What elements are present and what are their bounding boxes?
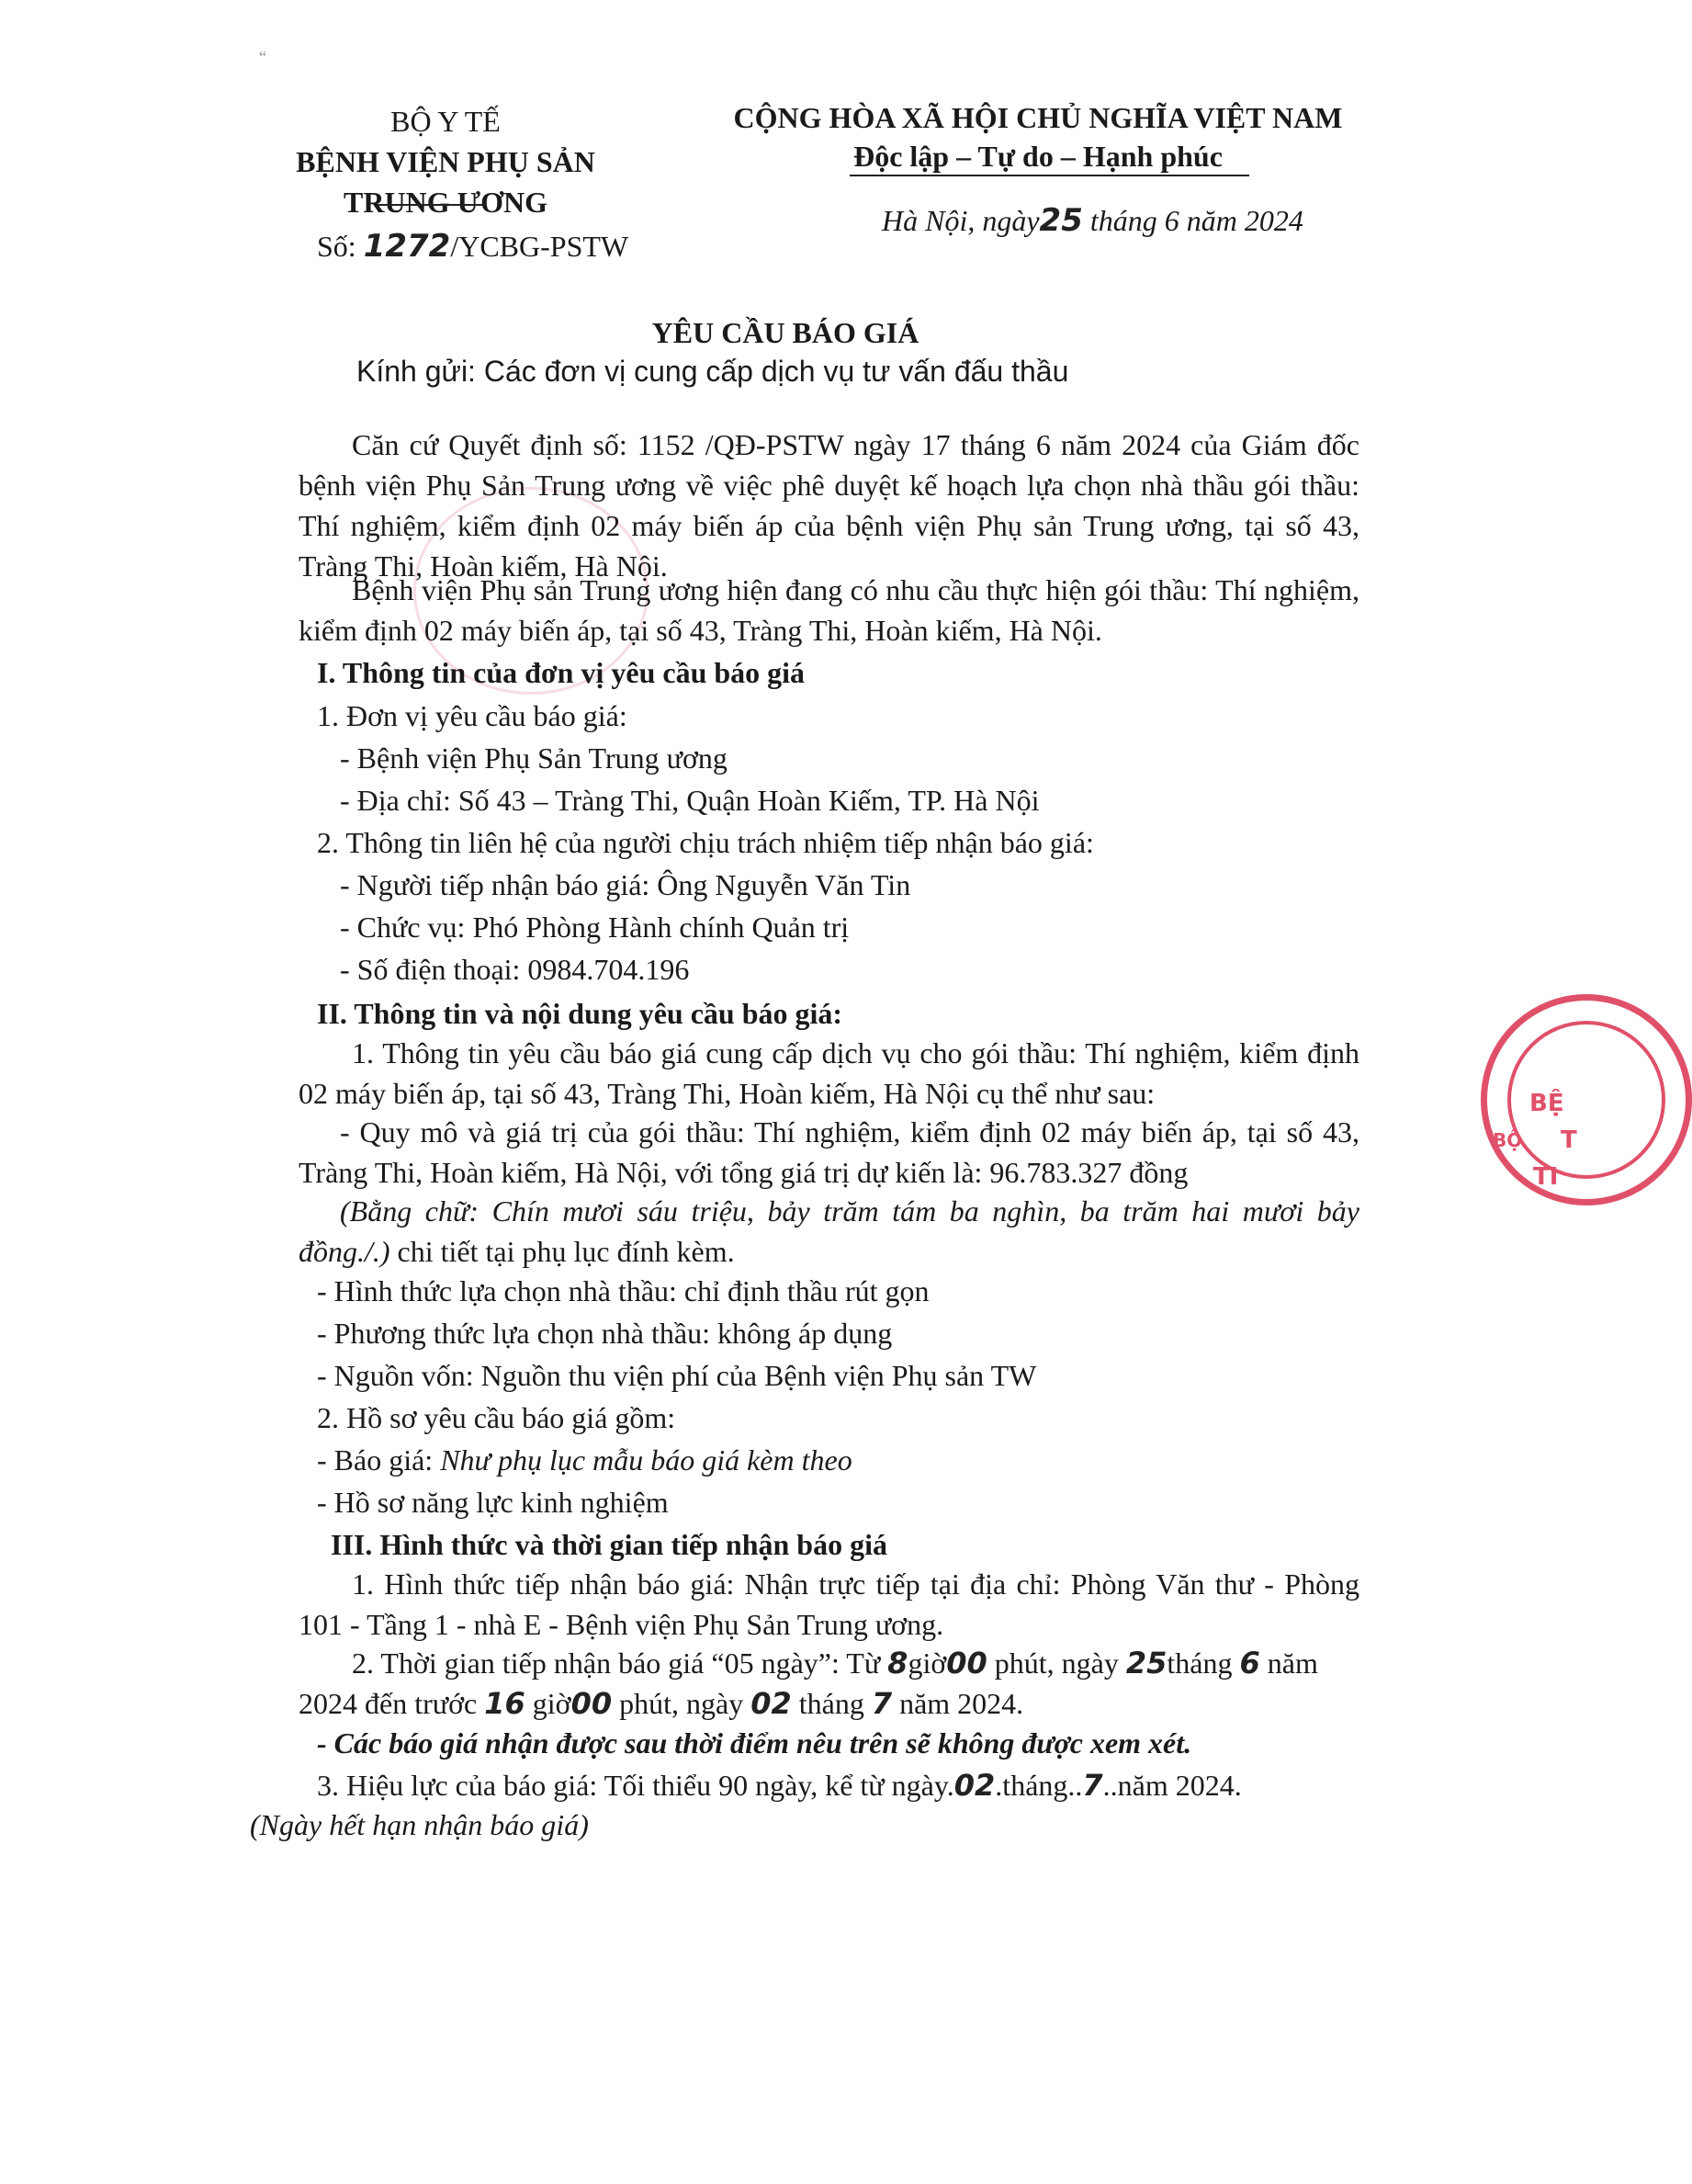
- item2-t2: giờ: [908, 1646, 947, 1680]
- quote-prefix: - Báo giá:: [317, 1443, 441, 1477]
- date-rest: tháng 6 năm 2024: [1089, 204, 1303, 237]
- section2-item2: 2. Hồ sơ yêu cầu báo giá gồm:: [317, 1401, 676, 1434]
- section3-heading: III. Hình thức và thời gian tiếp nhận báo giá: [331, 1528, 887, 1561]
- item3-t3: ..năm 2024.: [1102, 1769, 1242, 1802]
- section1-item2: 2. Thông tin liên hệ của người chịu trách nhiệm tiếp nhận báo giá:: [317, 826, 1094, 859]
- section2-heading: II. Thông tin và nội dung yêu cầu báo giá:: [317, 997, 843, 1030]
- item2-minute-start: 00: [946, 1646, 987, 1680]
- item2-t4: tháng: [1167, 1646, 1240, 1680]
- section2-selection-form: - Hình thức lựa chọn nhà thầu: chỉ định thầu rút gọn: [317, 1274, 930, 1307]
- section1-contact-phone: - Số điện thoại: 0984.704.196: [340, 953, 690, 986]
- section2-funding-source: - Nguồn vốn: Nguồn thu viện phí của Bệnh viện Phụ sản TW: [317, 1359, 1037, 1392]
- ministry-name: BỘ Y TẾ: [390, 105, 501, 138]
- nation-motto: Độc lập – Tự do – Hạnh phúc: [853, 140, 1223, 173]
- red-seal-stamp: [1481, 994, 1692, 1205]
- hospital-name-line2: TRUNG ƯƠNG: [344, 186, 547, 219]
- section2-selection-method: - Phương thức lựa chọn nhà thầu: không áp dụng: [317, 1317, 893, 1350]
- item2-t5: năm: [1259, 1646, 1318, 1680]
- item2-t1: 2. Thời gian tiếp nhận báo giá “05 ngày”: Từ: [352, 1646, 888, 1680]
- section1-heading: I. Thông tin của đơn vị yêu cầu báo giá: [317, 656, 806, 689]
- section2-item1: 1. Thông tin yêu cầu báo giá cung cấp dịch vụ cho gói thầu: Thí nghiệm, kiểm định 02 máy biến áp, tại số 43, Tràng Thi, Hoàn kiếm, Hà Nội cụ thể như sau:: [299, 1036, 1359, 1110]
- section3-late-note: - Các báo giá nhận được sau thời điểm nêu trên sẽ không được xem xét.: [317, 1726, 1192, 1760]
- item2-minute-end: 00: [570, 1686, 613, 1721]
- document-number: [317, 226, 628, 266]
- item3-month: 7: [1082, 1768, 1103, 1803]
- nation-title: CỘNG HÒA XÃ HỘI CHỦ NGHĨA VIỆT NAM: [733, 101, 1343, 134]
- section2-amount-in-words: [299, 1191, 1359, 1272]
- section3-expiry-note: (Ngày hết hạn nhận báo giá): [250, 1808, 589, 1841]
- number-suffix: /YCBG-PSTW: [450, 230, 629, 263]
- document-title: YÊU CẦU BÁO GIÁ: [651, 316, 919, 349]
- need-paragraph: Bệnh viện Phụ sản Trung ương hiện đang có nhu cầu thực hiện gói thầu: Thí nghiệm, kiểm định 02 máy biến áp, tại số 43, Tràng Thi, Hoàn kiếm, Hà Nội.: [299, 573, 1359, 647]
- section2-capacity: - Hồ sơ năng lực kinh nghiệm: [317, 1486, 669, 1519]
- date-day-handwritten: 25: [1039, 202, 1083, 239]
- scan-mark: “: [259, 48, 266, 66]
- item2-t9: tháng: [791, 1687, 872, 1720]
- amount-in-words-rest: chi tiết tại phụ lục đính kèm.: [389, 1235, 735, 1268]
- seal-text-1: BỆ: [1529, 1090, 1564, 1117]
- item2-hour-start: 8: [887, 1646, 908, 1680]
- item2-day-start: 25: [1125, 1646, 1167, 1680]
- quote-italic: Như phụ lục mẫu báo giá kèm theo: [440, 1443, 852, 1477]
- motto-underline: [850, 175, 1249, 176]
- section1-contact-person: - Người tiếp nhận báo giá: Ông Nguyễn Văn Tin: [340, 868, 911, 901]
- date-prefix: Hà Nội, ngày: [882, 204, 1040, 237]
- item2-hour-end: 16: [484, 1686, 525, 1721]
- seal-text-2: BỘ: [1493, 1129, 1523, 1151]
- number-prefix: Số:: [317, 230, 356, 263]
- item2-t7: giờ: [525, 1687, 571, 1720]
- item2-t3: phút, ngày: [987, 1646, 1126, 1680]
- date-line: [882, 200, 1303, 241]
- basis-paragraph: Căn cứ Quyết định số: 1152 /QĐ-PSTW ngày 17 tháng 6 năm 2024 của Giám đốc bệnh viện Phụ Sản Trung ương về việc phê duyệt kế hoạch lựa chọn nhà thầu gói thầu: Thí nghiệm, kiểm định 02 máy biến áp của bệnh viện Phụ sản Trung ương, tại số 43, Tràng Thi, Hoàn kiếm, Hà Nội.: [299, 428, 1359, 583]
- amount-in-words-italic: (Bằng chữ: Chín mươi sáu triệu, bảy trăm tám ba nghìn, ba trăm hai mươi bảy đồng./.): [299, 1194, 1359, 1268]
- item2-month-start: 6: [1239, 1646, 1260, 1680]
- section3-item2: [299, 1643, 1359, 1724]
- item2-t10: năm 2024.: [892, 1687, 1024, 1720]
- section2-scale: - Quy mô và giá trị của gói thầu: Thí nghiệm, kiểm định 02 máy biến áp, tại số 43, Tràng Thi, Hoàn kiếm, Hà Nội, với tổng giá trị dự kiến là: 96.783.327 đồng: [299, 1115, 1359, 1189]
- section1-item1: 1. Đơn vị yêu cầu báo giá:: [317, 699, 627, 732]
- item2-t6: 2024 đến trước: [299, 1687, 485, 1720]
- item3-day: 02: [953, 1768, 996, 1803]
- item3-t1: 3. Hiệu lực của báo giá: Tối thiểu 90 ngày, kể từ ngày.: [317, 1769, 954, 1802]
- hospital-name-line1: BỆNH VIỆN PHỤ SẢN: [296, 145, 595, 178]
- recipient-line: Kính gửi: Các đơn vị cung cấp dịch vụ tư vấn đấu thầu: [356, 355, 1069, 388]
- section1-item1-address: - Địa chỉ: Số 43 – Tràng Thi, Quận Hoàn Kiếm, TP. Hà Nội: [340, 784, 1040, 817]
- section3-item1: 1. Hình thức tiếp nhận báo giá: Nhận trực tiếp tại địa chỉ: Phòng Văn thư - Phòng 101 - Tầng 1 - nhà E - Bệnh viện Phụ Sản Trung ương.: [299, 1567, 1359, 1641]
- section3-item3: [317, 1765, 1242, 1805]
- number-handwritten: 1272: [363, 228, 451, 265]
- section1-item1-hospital: - Bệnh viện Phụ Sản Trung ương: [340, 741, 728, 775]
- item2-t8: phút, ngày: [612, 1687, 751, 1720]
- section2-quote-line: [317, 1440, 852, 1480]
- section1-contact-position: - Chức vụ: Phó Phòng Hành chính Quản trị: [340, 911, 850, 944]
- seal-text-4: TI: [1533, 1163, 1559, 1191]
- seal-text-3: T: [1561, 1126, 1577, 1154]
- header-left-underline: [377, 204, 487, 206]
- item2-month-end: 7: [871, 1686, 893, 1721]
- item3-t2: .tháng..: [995, 1769, 1083, 1802]
- item2-day-end: 02: [750, 1686, 792, 1721]
